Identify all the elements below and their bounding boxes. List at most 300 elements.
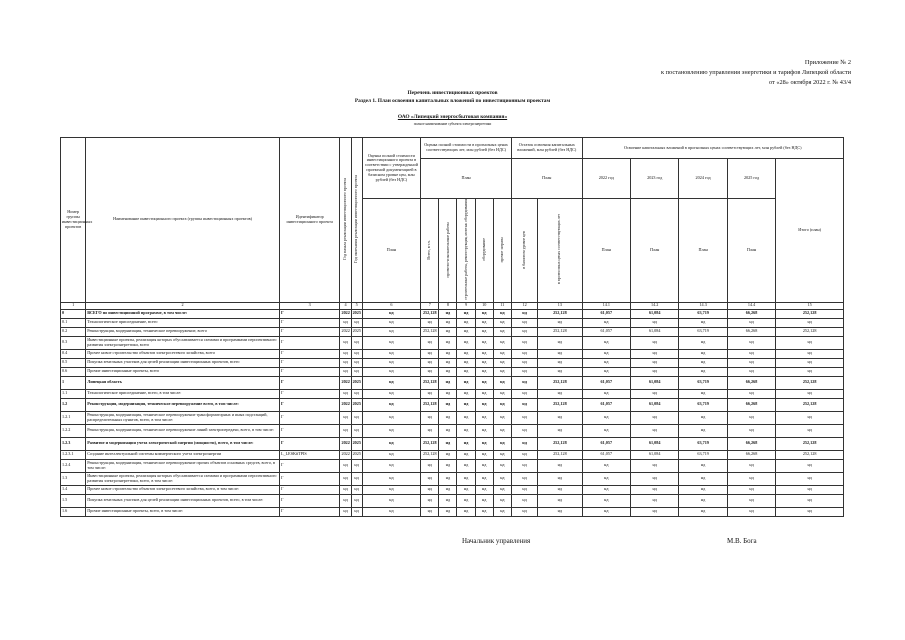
table-cell: нд	[776, 336, 844, 349]
table-cell: 252,128	[421, 309, 439, 318]
table-cell: нд	[727, 424, 775, 437]
header-year-end: Год окончания реализации инвестиционного проекта	[351, 138, 362, 303]
table-cell: нд	[493, 358, 511, 367]
table-cell: нд	[493, 327, 511, 336]
table-cell: нд	[511, 349, 537, 358]
table-cell: нд	[493, 424, 511, 437]
table-cell: Прочее новое строительство объектов электросетевого хозяйства, всего, в том числе:	[86, 485, 280, 494]
table-cell: нд	[457, 367, 475, 376]
table-cell: нд	[538, 336, 582, 349]
table-row	[61, 349, 844, 358]
column-number: 14.2	[630, 302, 678, 309]
table-cell: 1	[61, 376, 86, 389]
table-cell: нд	[630, 318, 678, 327]
table-cell: нд	[439, 494, 457, 507]
table-cell: нд	[340, 367, 351, 376]
table-cell: нд	[727, 472, 775, 485]
column-number: 14.3	[679, 302, 727, 309]
table-cell: 66,268	[727, 450, 775, 459]
table-row	[61, 459, 844, 472]
table-cell: нд	[679, 389, 727, 398]
table-cell: нд	[457, 358, 475, 367]
table-cell: нд	[457, 424, 475, 437]
table-cell: нд	[582, 389, 630, 398]
table-cell: нд	[362, 398, 421, 411]
table-cell: нд	[439, 349, 457, 358]
table-cell: 2022	[340, 309, 351, 318]
table-cell: нд	[340, 507, 351, 516]
table-row	[61, 485, 844, 494]
appendix-line-1: Приложение № 2	[804, 59, 851, 66]
table-cell: нд	[727, 367, 775, 376]
table-cell: 252,128	[538, 376, 582, 389]
table-cell: Г	[279, 336, 340, 349]
table-cell: Г	[279, 472, 340, 485]
table-cell: нд	[630, 459, 678, 472]
table-cell: нд	[439, 318, 457, 327]
table-cell: нд	[776, 358, 844, 367]
table-cell: нд	[776, 507, 844, 516]
table-cell: нд	[351, 367, 362, 376]
table-cell: нд	[776, 367, 844, 376]
table-cell: нд	[511, 336, 537, 349]
table-cell: нд	[582, 411, 630, 424]
table-cell: нд	[493, 349, 511, 358]
table-cell: нд	[340, 349, 351, 358]
table-cell: нд	[475, 389, 493, 398]
table-cell: нд	[538, 349, 582, 358]
table-cell: нд	[727, 358, 775, 367]
header-plan-2023: План	[630, 199, 678, 303]
table-cell: нд	[776, 318, 844, 327]
column-number: 14.1	[582, 302, 630, 309]
table-cell: Г	[279, 376, 340, 389]
table-cell: нд	[439, 309, 457, 318]
table-cell: нд	[679, 349, 727, 358]
table-cell: нд	[351, 389, 362, 398]
table-cell: нд	[630, 367, 678, 376]
table-cell: нд	[493, 472, 511, 485]
header-est-cost: Оценка полной стоимости в прогнозных ценах соответствующих лет, млн рублей (без НДС)	[421, 138, 512, 159]
table-cell: 63,719	[679, 437, 727, 450]
header-all: Всего, в т.ч.	[421, 199, 439, 303]
table-row	[61, 450, 844, 459]
table-cell: 66,268	[727, 309, 775, 318]
table-cell: 0.6	[61, 367, 86, 376]
table-cell: нд	[511, 437, 537, 450]
column-number: 6	[362, 302, 421, 309]
table-row	[61, 327, 844, 336]
table-cell: нд	[457, 336, 475, 349]
table-cell: 252,128	[421, 327, 439, 336]
table-cell: нд	[679, 472, 727, 485]
table-cell: нд	[340, 494, 351, 507]
table-cell: 1.5	[61, 494, 86, 507]
document-subtitle: Раздел 1. План освоения капитальных вложений по инвестиционным проектам	[354, 98, 551, 104]
table-cell: нд	[727, 349, 775, 358]
table-cell: 252,128	[776, 309, 844, 318]
column-number: 7	[421, 302, 439, 309]
table-cell: 61,084	[630, 327, 678, 336]
header-2022: 2022 год	[582, 159, 630, 199]
table-cell: нд	[776, 472, 844, 485]
table-cell: нд	[421, 485, 439, 494]
table-cell: 1.2.3	[61, 437, 86, 450]
table-cell: 252,128	[776, 437, 844, 450]
table-cell: нд	[727, 494, 775, 507]
column-number: 11	[493, 302, 511, 309]
header-2025: 2025 год	[727, 159, 775, 199]
table-cell: нд	[511, 494, 537, 507]
table-cell: нд	[679, 507, 727, 516]
table-cell: нд	[457, 349, 475, 358]
table-cell: нд	[475, 309, 493, 318]
table-cell: нд	[727, 507, 775, 516]
table-body	[61, 302, 844, 516]
table-cell: нд	[493, 494, 511, 507]
table-cell: нд	[421, 336, 439, 349]
table-cell: 0.2	[61, 327, 86, 336]
header-full-cost: Оценка полной стоимости инвестиционного проекта в соответствии с утвержденной проектной документацией в базисном уровне цен, млн рублей (без НДС)	[362, 138, 421, 199]
appendix-line-2: к постановлению управления энергетики и тарифов Липецкой области	[661, 69, 851, 76]
table-cell: нд	[362, 459, 421, 472]
table-cell: 2022	[340, 450, 351, 459]
table-cell: 2022	[340, 327, 351, 336]
table-cell: нд	[582, 349, 630, 358]
table-cell: нд	[457, 459, 475, 472]
table-cell: нд	[362, 389, 421, 398]
table-cell: 0.3	[61, 336, 86, 349]
table-cell: нд	[457, 472, 475, 485]
table-cell: Г	[279, 485, 340, 494]
table-cell: нд	[511, 367, 537, 376]
appendix-line-3: от «28» октября 2022 г. № 43/4	[768, 79, 851, 86]
table-cell: нд	[538, 411, 582, 424]
table-cell: нд	[439, 459, 457, 472]
table-cell: нд	[679, 485, 727, 494]
table-cell: нд	[493, 398, 511, 411]
table-cell: нд	[493, 376, 511, 389]
table-cell: 2022	[340, 437, 351, 450]
table-cell: нд	[582, 336, 630, 349]
table-cell: нд	[493, 318, 511, 327]
table-cell: нд	[439, 327, 457, 336]
table-cell: нд	[679, 424, 727, 437]
table-cell: нд	[475, 336, 493, 349]
column-number: 3	[279, 302, 340, 309]
table-cell: нд	[493, 459, 511, 472]
table-cell: 1.3	[61, 472, 86, 485]
table-cell: нд	[511, 318, 537, 327]
table-cell: нд	[351, 336, 362, 349]
table-cell: нд	[457, 450, 475, 459]
table-row	[61, 336, 844, 349]
table-cell: Прочие инвестиционные проекты, всего	[86, 367, 280, 376]
table-cell: нд	[538, 472, 582, 485]
header-plan-2025: План	[727, 199, 775, 303]
table-cell: нд	[457, 507, 475, 516]
table-cell: нд	[475, 485, 493, 494]
table-cell: Инвестиционные проекты, реализация которых обуславливается схемами и программами перспективного развития электроэнергетики, всего	[86, 336, 280, 349]
table-cell: нд	[630, 494, 678, 507]
table-cell: нд	[493, 411, 511, 424]
table-cell: нд	[351, 494, 362, 507]
column-number: 4	[340, 302, 351, 309]
table-cell: нд	[776, 389, 844, 398]
header-rest-cost: Остаток освоения капитальных вложений, млн рублей (без НДС)	[511, 138, 582, 159]
header-pir: проектно-изыскательские работы	[439, 199, 457, 303]
table-cell: нд	[475, 358, 493, 367]
header-num: Номер группы инвестиционных проектов	[61, 138, 86, 303]
table-cell: 63,719	[679, 398, 727, 411]
header-2024: 2024 год	[679, 159, 727, 199]
header-year-start: Год начала реализации инвестиционного проекта	[340, 138, 351, 303]
table-cell: нд	[727, 336, 775, 349]
header-plan-2024: План	[679, 199, 727, 303]
table-cell: нд	[351, 485, 362, 494]
table-cell: нд	[362, 318, 421, 327]
organization-caption: полное наименование субъекта электроэнергетики	[413, 122, 492, 126]
table-cell: Реконструкция, модернизация, техническое перевооружение прочих объектов основных средств, всего, в том числе:	[86, 459, 280, 472]
column-number: 15	[776, 302, 844, 309]
table-cell: 252,128	[421, 437, 439, 450]
table-cell: 0	[61, 309, 86, 318]
table-cell: 63,719	[679, 309, 727, 318]
table-cell: нд	[582, 459, 630, 472]
table-cell: 61,057	[582, 437, 630, 450]
table-cell: нд	[475, 424, 493, 437]
table-cell: нд	[340, 389, 351, 398]
table-cell: нд	[475, 472, 493, 485]
table-cell: Г	[279, 327, 340, 336]
table-cell: 61,057	[582, 327, 630, 336]
table-cell: Липецкая область	[86, 376, 280, 389]
table-cell: нд	[340, 459, 351, 472]
table-cell: 252,128	[421, 398, 439, 411]
table-cell: Реконструкция, модернизация, техническое перевооружение, всего	[86, 327, 280, 336]
table-cell: Реконструкция, модернизация, техническое перевооружение линий электропередачи, всего, в том числе:	[86, 424, 280, 437]
table-cell: нд	[362, 450, 421, 459]
table-cell: Прочее новое строительство объектов электросетевого хозяйства, всего	[86, 349, 280, 358]
header-id: Идентификатор инвестиционного проекта	[279, 138, 340, 303]
column-number: 1	[61, 302, 86, 309]
header-plan-2022: План	[582, 199, 630, 303]
table-cell: нд	[630, 472, 678, 485]
table-cell: нд	[421, 472, 439, 485]
table-cell: нд	[582, 507, 630, 516]
table-cell: нд	[538, 494, 582, 507]
table-row	[61, 367, 844, 376]
header-forecast-prices: в прогнозных ценах соответствующих лет	[538, 199, 582, 303]
table-cell: Г	[279, 358, 340, 367]
table-cell: нд	[362, 437, 421, 450]
column-number-row	[61, 302, 844, 309]
table-row	[61, 318, 844, 327]
table-row	[61, 437, 844, 450]
table-cell: нд	[630, 424, 678, 437]
table-cell: нд	[630, 411, 678, 424]
column-number: 10	[475, 302, 493, 309]
table-cell: 61,084	[630, 398, 678, 411]
table-cell: нд	[351, 459, 362, 472]
table-cell: 252,128	[776, 376, 844, 389]
table-cell: 252,128	[538, 398, 582, 411]
appendix-block	[661, 58, 851, 88]
table-cell: Технологическое присоединение, всего	[86, 318, 280, 327]
table-cell: 66,268	[727, 398, 775, 411]
table-cell: 66,268	[727, 437, 775, 450]
table-cell: Развитие и модернизация учета электрической энергии (мощности), всего, в том числе:	[86, 437, 280, 450]
table-cell: нд	[727, 485, 775, 494]
table-cell: Г	[279, 459, 340, 472]
table-cell: нд	[457, 485, 475, 494]
table-cell: нд	[362, 376, 421, 389]
table-cell: Покупка земельных участков для целей реализации инвестиционных проектов, всего, в том числе:	[86, 494, 280, 507]
table-cell: нд	[776, 459, 844, 472]
header-other: прочие затраты	[493, 199, 511, 303]
column-number: 13	[538, 302, 582, 309]
table-row	[61, 411, 844, 424]
table-cell: 1.2.3.1	[61, 450, 86, 459]
table-cell: нд	[538, 389, 582, 398]
table-cell: нд	[511, 376, 537, 389]
table-cell: нд	[340, 358, 351, 367]
header-smr: строительные работы, реконструкция, монтаж оборудования	[457, 199, 475, 303]
table-cell: 61,084	[630, 309, 678, 318]
table-cell: нд	[475, 450, 493, 459]
table-cell: нд	[493, 437, 511, 450]
table-cell: нд	[538, 485, 582, 494]
table-cell: нд	[630, 349, 678, 358]
table-cell: нд	[351, 507, 362, 516]
table-cell: нд	[679, 459, 727, 472]
table-cell: нд	[475, 437, 493, 450]
table-cell: нд	[582, 367, 630, 376]
table-cell: L_LESK#TPIS	[279, 450, 340, 459]
table-cell: нд	[340, 485, 351, 494]
investment-table	[60, 137, 844, 517]
table-cell: нд	[776, 494, 844, 507]
table-cell: 61,057	[582, 376, 630, 389]
table-cell: нд	[582, 485, 630, 494]
header-plan-est: План	[421, 159, 512, 199]
table-cell: Покупка земельных участков для целей реализации инвестиционных проектов, всего	[86, 358, 280, 367]
table-cell: нд	[362, 507, 421, 516]
table-cell: нд	[439, 411, 457, 424]
table-cell: нд	[421, 424, 439, 437]
table-cell: нд	[439, 472, 457, 485]
column-number: 12	[511, 302, 537, 309]
table-cell: Г	[279, 367, 340, 376]
table-cell: нд	[493, 336, 511, 349]
table-cell: нд	[630, 485, 678, 494]
table-cell: нд	[362, 336, 421, 349]
table-cell: нд	[362, 494, 421, 507]
table-row	[61, 389, 844, 398]
table-cell: нд	[475, 349, 493, 358]
table-cell: нд	[511, 485, 537, 494]
table-cell: нд	[457, 494, 475, 507]
table-cell: Г	[279, 309, 340, 318]
table-cell: нд	[457, 398, 475, 411]
table-cell: нд	[421, 494, 439, 507]
table-cell: 63,719	[679, 376, 727, 389]
table-cell: нд	[511, 507, 537, 516]
table-cell: 1.1	[61, 389, 86, 398]
table-cell: нд	[362, 367, 421, 376]
table-cell: нд	[582, 494, 630, 507]
table-cell: 252,128	[538, 437, 582, 450]
table-cell: нд	[362, 472, 421, 485]
table-cell: Г	[279, 349, 340, 358]
table-cell: 1.2.2	[61, 424, 86, 437]
table-cell: Инвестиционные проекты, реализация которых обуславливается схемами и программами перспективного развития электроэнергетики, всего, в том числе:	[86, 472, 280, 485]
table-cell: нд	[776, 411, 844, 424]
table-cell: Реконструкция, модернизация, техническое перевооружение всего, в том числе:	[86, 398, 280, 411]
document-title: Перечень инвестиционных проектов	[407, 90, 498, 96]
column-number: 2	[86, 302, 280, 309]
table-cell: нд	[439, 424, 457, 437]
table-cell: Прочие инвестиционные проекты, всего, в том числе:	[86, 507, 280, 516]
table-cell: нд	[362, 485, 421, 494]
table-cell: нд	[475, 376, 493, 389]
table-cell: нд	[511, 450, 537, 459]
table-cell: нд	[421, 349, 439, 358]
table-cell: нд	[475, 459, 493, 472]
table-cell: 2025	[351, 376, 362, 389]
table-cell: 252,128	[421, 450, 439, 459]
table-cell: нд	[439, 336, 457, 349]
table-row	[61, 309, 844, 318]
table-cell: 66,268	[727, 376, 775, 389]
table-cell: 61,057	[582, 450, 630, 459]
table-cell: нд	[340, 411, 351, 424]
table-row	[61, 398, 844, 411]
table-cell: Г	[279, 424, 340, 437]
table-cell: 61,084	[630, 437, 678, 450]
table-cell: нд	[457, 327, 475, 336]
table-cell: 252,128	[538, 327, 582, 336]
table-cell: нд	[630, 336, 678, 349]
table-cell: нд	[511, 309, 537, 318]
table-cell: нд	[421, 318, 439, 327]
table-cell: нд	[439, 398, 457, 411]
table-cell: нд	[439, 485, 457, 494]
table-cell: нд	[475, 411, 493, 424]
table-cell: нд	[511, 424, 537, 437]
table-cell: нд	[582, 472, 630, 485]
table-cell: нд	[727, 318, 775, 327]
table-cell: нд	[421, 358, 439, 367]
table-cell: нд	[457, 309, 475, 318]
table-cell: нд	[493, 367, 511, 376]
table-cell: нд	[582, 358, 630, 367]
table-cell: нд	[538, 459, 582, 472]
table-cell: нд	[362, 411, 421, 424]
table-cell: нд	[475, 318, 493, 327]
table-cell: нд	[439, 367, 457, 376]
header-plan-rest: План	[511, 159, 582, 199]
table-cell: нд	[340, 424, 351, 437]
table-cell: 1.4	[61, 485, 86, 494]
table-cell: нд	[475, 507, 493, 516]
table-cell: 2025	[351, 437, 362, 450]
table-cell: нд	[727, 459, 775, 472]
table-cell: нд	[340, 472, 351, 485]
table-cell: нд	[493, 309, 511, 318]
table-cell: нд	[439, 450, 457, 459]
table-cell: 2025	[351, 450, 362, 459]
